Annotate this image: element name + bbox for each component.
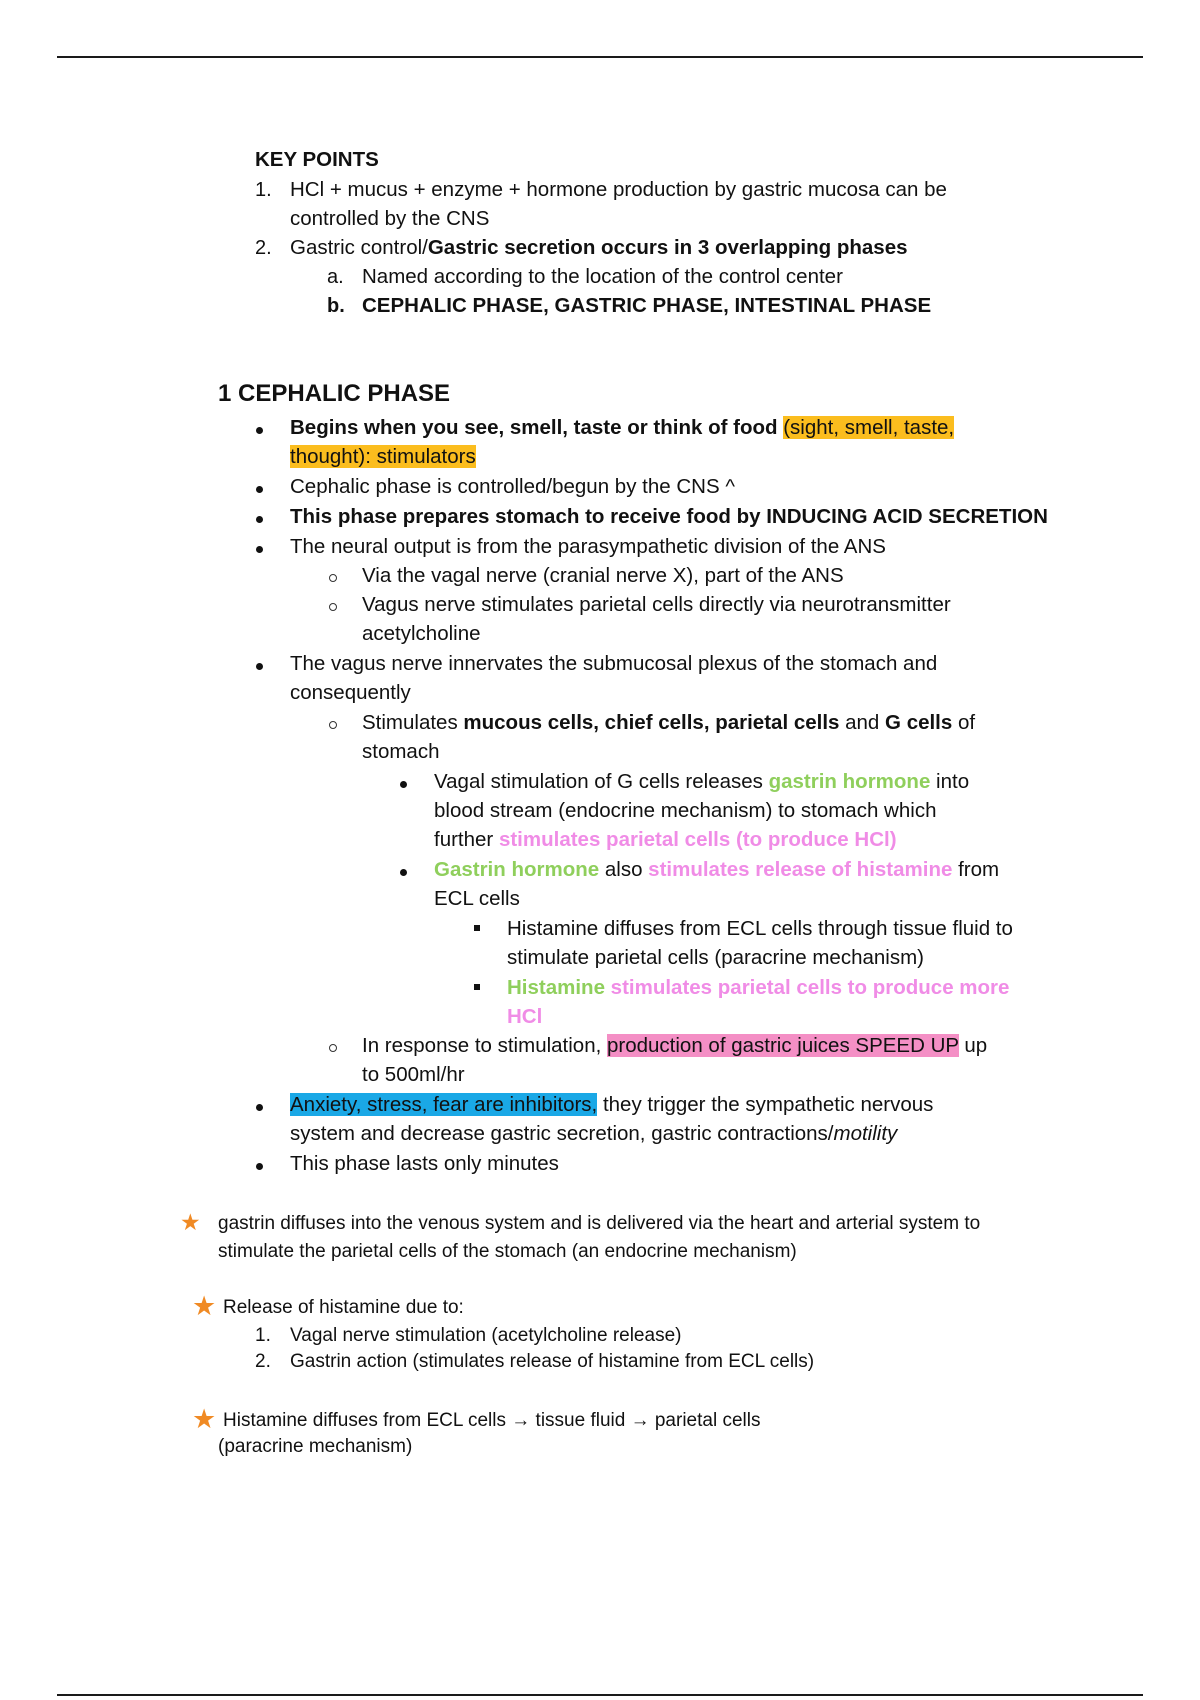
list-number: 2. — [255, 237, 272, 259]
text-run: further — [434, 828, 499, 851]
text-run: and — [839, 711, 886, 734]
note-2-item-2-num: 2. — [255, 1351, 271, 1372]
top-rule — [57, 56, 1143, 58]
cephalic-b5-t1-line2: blood stream (endocrine mechanism) to stomach which — [434, 799, 937, 822]
cephalic-bullet-6-line1 — [290, 1091, 933, 1119]
text-run-green: Histamine — [507, 976, 605, 999]
text-run-bold: G cells — [885, 711, 953, 734]
cephalic-b5-t2-line1 — [434, 856, 999, 884]
cephalic-b5-t2-q2-line2: HCl — [507, 1005, 543, 1028]
bullet-icon — [256, 663, 263, 670]
list-letter: b. — [327, 295, 345, 317]
sub-bullet-icon — [329, 574, 337, 582]
cephalic-b1-highlight: (sight, smell, taste, — [783, 416, 955, 439]
note-2-item-1: Vagal nerve stimulation (acetylcholine release) — [290, 1325, 682, 1346]
cephalic-b5-t2-q1-line1: Histamine diffuses from ECL cells through tissue fluid to — [507, 917, 1013, 940]
cephalic-b4-sub-1: Via the vagal nerve (cranial nerve X), part of the ANS — [362, 564, 844, 587]
star-icon: ★ — [192, 1291, 217, 1321]
text-run-italic: motility — [833, 1122, 898, 1145]
sub-bullet-icon — [329, 1044, 337, 1052]
text-run: from — [952, 858, 1000, 881]
key-point-2a: Named according to the location of the control center — [362, 265, 843, 288]
key-point-1-line2: controlled by the CNS — [290, 207, 490, 230]
cephalic-bullet-3: This phase prepares stomach to receive food by INDUCING ACID SECRETION — [290, 505, 1048, 528]
note-1-line1: gastrin diffuses into the venous system and is delivered via the heart and arterial system to — [218, 1213, 981, 1234]
bullet-icon — [256, 486, 263, 493]
text-run-pink: stimulates parietal cells to produce more — [604, 976, 1010, 999]
section-heading: 1 CEPHALIC PHASE — [218, 380, 451, 407]
text-run-highlight: Anxiety, stress, fear are inhibitors, — [290, 1093, 598, 1116]
bullet-icon — [400, 869, 407, 876]
cephalic-b5-t1-line1 — [434, 768, 969, 796]
sub-bullet-icon — [329, 603, 337, 611]
cephalic-bullet-7: This phase lasts only minutes — [290, 1152, 559, 1175]
text-run: of — [952, 711, 976, 734]
key-point-2-bold: Gastric secretion occurs in 3 overlapping phases — [427, 236, 908, 259]
key-point-2-plain: Gastric control/ — [290, 236, 428, 259]
star-icon: ★ — [180, 1209, 201, 1235]
cephalic-bullet-4: The neural output is from the parasympathetic division of the ANS — [290, 535, 886, 558]
cephalic-b4-sub-2-line2: acetylcholine — [362, 622, 481, 645]
text-run-highlight: production of gastric juices SPEED UP — [607, 1034, 959, 1057]
text-run: into — [930, 770, 970, 793]
key-point-1-line1: HCl + mucus + enzyme + hormone production by gastric mucosa can be — [290, 178, 947, 201]
cephalic-b5-t2-q1-line2: stimulate parietal cells (paracrine mechanism) — [507, 946, 924, 969]
text-run: system and decrease gastric secretion, gastric contractions/ — [290, 1122, 834, 1145]
cephalic-b5-t2-line2: ECL cells — [434, 887, 520, 910]
text-run-green: Gastrin hormone — [434, 858, 600, 881]
square-bullet-icon — [474, 925, 480, 931]
text-run: In response to stimulation, — [362, 1034, 607, 1057]
text-run: also — [599, 858, 649, 881]
key-point-2b: CEPHALIC PHASE, GASTRIC PHASE, INTESTINAL PHASE — [362, 294, 932, 317]
cephalic-bullet-2: Cephalic phase is controlled/begun by the CNS ^ — [290, 475, 735, 498]
bullet-icon — [256, 1104, 263, 1111]
cephalic-b5-sub-1-line2: stomach — [362, 740, 440, 763]
cephalic-bullet-5-line2: consequently — [290, 681, 411, 704]
bullet-icon — [256, 546, 263, 553]
cephalic-bullet-1-line1 — [290, 414, 954, 442]
list-number: 1. — [255, 179, 272, 201]
cephalic-b5-t2-q2-line1 — [507, 974, 1009, 1002]
note-2-title: Release of histamine due to: — [223, 1297, 464, 1318]
star-icon: ★ — [192, 1404, 217, 1434]
note-2-item-2: Gastrin action (stimulates release of histamine from ECL cells) — [290, 1351, 815, 1372]
text-run-bold: mucous cells, chief cells, parietal cells — [463, 711, 840, 734]
note-2-item-1-num: 1. — [255, 1325, 271, 1346]
bullet-icon — [256, 1163, 263, 1170]
cephalic-b4-sub-2-line1: Vagus nerve stimulates parietal cells directly via neurotransmitter — [362, 593, 951, 616]
bullet-icon — [400, 781, 407, 788]
cephalic-b5-sub-1-line1 — [362, 709, 975, 737]
cephalic-bullet-6-line2 — [290, 1120, 897, 1148]
text-run: up — [958, 1034, 988, 1057]
cephalic-b5-sub-2-line1 — [362, 1032, 987, 1060]
cephalic-bullet-5-line1: The vagus nerve innervates the submucosal plexus of the stomach and — [290, 652, 938, 675]
cephalic-b5-t1-line3 — [434, 826, 897, 854]
text-run: Vagal stimulation of G cells releases — [434, 770, 769, 793]
bullet-icon — [256, 516, 263, 523]
text-run-pink: stimulates release of histamine — [648, 858, 953, 881]
note-1-line2: stimulate the parietal cells of the stomach (an endocrine mechanism) — [218, 1241, 797, 1262]
text-run-green: gastrin hormone — [768, 770, 931, 793]
key-point-2 — [290, 234, 908, 262]
square-bullet-icon — [474, 984, 480, 990]
text-run: they trigger the sympathetic nervous — [597, 1093, 934, 1116]
bottom-rule — [57, 1694, 1143, 1696]
note-3-line2: (paracrine mechanism) — [218, 1436, 413, 1457]
key-points-title: KEY POINTS — [255, 148, 379, 171]
cephalic-b1-bold: Begins when you see, smell, taste or think of food — [290, 416, 778, 439]
note-3-line1: Histamine diffuses from ECL cells → tissue fluid → parietal cells — [223, 1410, 761, 1431]
text-run: Stimulates — [362, 711, 464, 734]
cephalic-b5-sub-2-line2: to 500ml/hr — [362, 1063, 465, 1086]
text-run-pink: stimulates parietal cells (to produce HCl) — [498, 828, 897, 851]
bullet-icon — [256, 427, 263, 434]
sub-bullet-icon — [329, 721, 337, 729]
list-letter: a. — [327, 266, 344, 288]
cephalic-bullet-1-line2 — [290, 443, 476, 471]
cephalic-b1-highlight-2: thought): stimulators — [290, 445, 476, 468]
